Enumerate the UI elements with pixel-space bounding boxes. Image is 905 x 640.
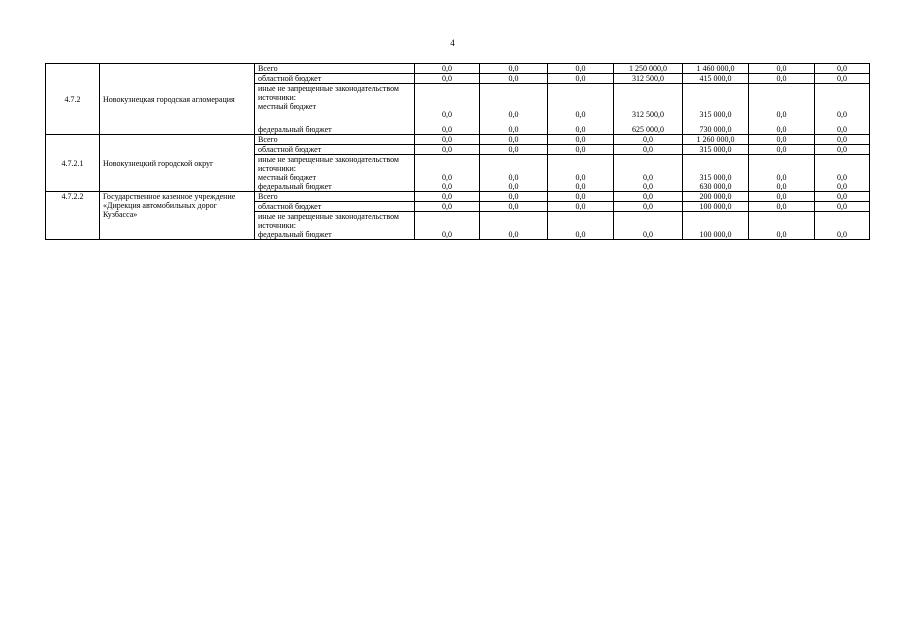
value-cell: 730 000,0 <box>683 125 749 135</box>
value-cell: 0,0 <box>548 145 614 155</box>
value-cell: 0,0 <box>415 64 480 74</box>
value-cell: 0,0 <box>749 125 815 135</box>
table-row <box>46 135 870 145</box>
value-cell: 0,0 <box>614 182 683 192</box>
source-label-text: иные не запрещенные законодательством источники: <box>258 212 399 230</box>
value-cell: 0,0 <box>415 135 480 145</box>
value-cell: 0,0 <box>749 84 815 120</box>
source-label: федеральный бюджет <box>255 125 415 135</box>
value-cell: 100 000,0 <box>683 212 749 240</box>
value-cell: 1 250 000,0 <box>614 64 683 74</box>
source-label-sub: федеральный бюджет <box>258 230 332 239</box>
row-name: Новокузнецкая городская агломерация <box>100 64 255 135</box>
source-label: Всего <box>255 192 415 202</box>
value-cell: 0,0 <box>815 125 870 135</box>
value-cell: 0,0 <box>480 182 548 192</box>
value-cell: 0,0 <box>749 64 815 74</box>
value-cell: 0,0 <box>415 192 480 202</box>
value-cell: 312 500,0 <box>614 74 683 84</box>
row-name: Государственное казенное учреждение «Дирекция автомобильных дорог Кузбасса» <box>100 192 255 240</box>
value-cell: 0,0 <box>749 212 815 240</box>
value-cell: 0,0 <box>548 125 614 135</box>
value-cell: 0,0 <box>548 64 614 74</box>
value-cell: 415 000,0 <box>683 74 749 84</box>
value-cell: 0,0 <box>480 74 548 84</box>
source-label-text: иные не запрещенные законодательством источники: <box>258 155 399 173</box>
value-cell: 0,0 <box>548 212 614 240</box>
source-label: Всего <box>255 64 415 74</box>
value-cell: 0,0 <box>614 155 683 183</box>
value-cell: 0,0 <box>415 155 480 183</box>
value-cell: 630 000,0 <box>683 182 749 192</box>
page-number: 4 <box>450 38 455 48</box>
value-cell: 315 000,0 <box>683 145 749 155</box>
value-cell: 0,0 <box>480 202 548 212</box>
source-label: Всего <box>255 135 415 145</box>
value-cell: 0,0 <box>614 145 683 155</box>
value-cell: 0,0 <box>480 155 548 183</box>
table-row <box>46 192 870 202</box>
value-cell: 0,0 <box>548 202 614 212</box>
value-cell: 315 000,0 <box>683 84 749 120</box>
source-label-sub: местный бюджет <box>258 173 316 182</box>
value-cell: 0,0 <box>815 155 870 183</box>
value-cell: 0,0 <box>749 135 815 145</box>
value-cell: 0,0 <box>548 135 614 145</box>
value-cell: 0,0 <box>480 64 548 74</box>
row-code: 4.7.2.1 <box>46 135 100 192</box>
value-cell: 0,0 <box>614 192 683 202</box>
value-cell: 0,0 <box>415 182 480 192</box>
value-cell: 0,0 <box>548 182 614 192</box>
value-cell: 0,0 <box>614 135 683 145</box>
value-cell: 0,0 <box>815 74 870 84</box>
value-cell: 0,0 <box>480 84 548 120</box>
value-cell: 1 260 000,0 <box>683 135 749 145</box>
value-cell: 0,0 <box>480 192 548 202</box>
value-cell: 200 000,0 <box>683 192 749 202</box>
value-cell: 0,0 <box>815 84 870 120</box>
value-cell: 1 460 000,0 <box>683 64 749 74</box>
source-label-text: иные не запрещенные законодательством источники: <box>258 84 399 102</box>
row-code: 4.7.2.2 <box>46 192 100 240</box>
value-cell: 100 000,0 <box>683 202 749 212</box>
table-row <box>46 64 870 74</box>
value-cell: 0,0 <box>415 212 480 240</box>
row-name: Новокузнецкий городской округ <box>100 135 255 192</box>
value-cell: 0,0 <box>480 145 548 155</box>
source-label <box>255 84 415 120</box>
value-cell: 0,0 <box>815 145 870 155</box>
value-cell: 0,0 <box>548 74 614 84</box>
value-cell: 315 000,0 <box>683 155 749 183</box>
value-cell: 0,0 <box>548 155 614 183</box>
value-cell: 0,0 <box>749 202 815 212</box>
value-cell: 0,0 <box>815 192 870 202</box>
value-cell: 0,0 <box>815 212 870 240</box>
source-label: областной бюджет <box>255 202 415 212</box>
value-cell: 0,0 <box>614 212 683 240</box>
value-cell: 0,0 <box>480 212 548 240</box>
source-label <box>255 155 415 183</box>
budget-table <box>45 63 870 240</box>
value-cell: 0,0 <box>480 125 548 135</box>
value-cell: 0,0 <box>548 84 614 120</box>
value-cell: 0,0 <box>480 135 548 145</box>
value-cell: 0,0 <box>749 155 815 183</box>
value-cell: 0,0 <box>548 192 614 202</box>
value-cell: 0,0 <box>415 145 480 155</box>
value-cell: 0,0 <box>415 202 480 212</box>
source-label: областной бюджет <box>255 74 415 84</box>
value-cell: 0,0 <box>815 135 870 145</box>
value-cell: 0,0 <box>415 84 480 120</box>
value-cell: 0,0 <box>614 202 683 212</box>
source-label: областной бюджет <box>255 145 415 155</box>
value-cell: 0,0 <box>749 182 815 192</box>
value-cell: 312 500,0 <box>614 84 683 120</box>
value-cell: 0,0 <box>815 182 870 192</box>
value-cell: 0,0 <box>749 192 815 202</box>
source-label <box>255 212 415 240</box>
value-cell: 0,0 <box>749 145 815 155</box>
value-cell: 625 000,0 <box>614 125 683 135</box>
row-code: 4.7.2 <box>46 64 100 135</box>
value-cell: 0,0 <box>815 64 870 74</box>
source-label: федеральный бюджет <box>255 182 415 192</box>
value-cell: 0,0 <box>415 125 480 135</box>
source-label-sub: местный бюджет <box>258 102 316 111</box>
value-cell: 0,0 <box>415 74 480 84</box>
value-cell: 0,0 <box>749 74 815 84</box>
value-cell: 0,0 <box>815 202 870 212</box>
